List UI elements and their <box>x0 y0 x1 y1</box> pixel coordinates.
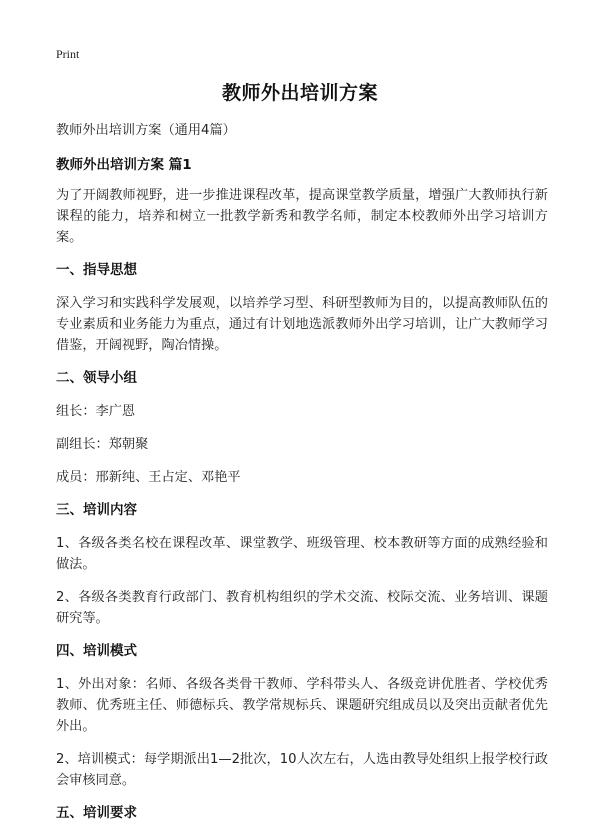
section-heading-requirements: 五、培训要求 <box>56 805 137 821</box>
print-link[interactable]: Print <box>56 47 80 61</box>
article-heading: 教师外出培训方案 篇1 <box>56 157 192 173</box>
members-line: 成员：邢新纯、王占定、邓艳平 <box>56 470 241 485</box>
page-title: 教师外出培训方案 <box>221 82 378 104</box>
section-heading-leadership: 二、领导小组 <box>56 370 137 386</box>
subtitle: 教师外出培训方案（通用4篇） <box>56 123 236 138</box>
deputy-line: 副组长：郑朝聚 <box>56 437 149 452</box>
document-body <box>56 120 548 828</box>
content-item-1: 1、各级各类名校在课程改革、课堂教学、班级管理、校本教研等方面的成熟经验和做法。 <box>56 536 548 572</box>
section-heading-guiding: 一、指导思想 <box>56 262 137 278</box>
leader-line: 组长：李广恩 <box>56 404 136 419</box>
content-item-2: 2、各级各类教育行政部门、教育机构组织的学术交流、校际交流、业务培训、课题研究等。 <box>56 590 548 626</box>
section-heading-mode: 四、培训模式 <box>56 643 137 659</box>
intro-paragraph: 为了开阔教师视野，进一步推进课程改革，提高课堂教学质量，增强广大教师执行新课程的能力，培养和树立一批教学新秀和教学名师，制定本校教师外出学习培训方案。 <box>56 188 548 245</box>
section-heading-content: 三、培训内容 <box>56 502 137 518</box>
guiding-paragraph: 深入学习和实践科学发展观，以培养学习型、科研型教师为目的，以提高教师队伍的专业素质和业务能力为重点，通过有计划地选派教师外出学习培训，让广大教师学习借鉴，开阔视野，陶冶情操。 <box>56 296 548 353</box>
mode-item-1: 1、外出对象：名师、各级各类骨干教师、学科带头人、各级竞讲优胜者、学校优秀教师、优秀班主任、师德标兵、教学常规标兵、课题研究组成员以及突出贡献者优先外出。 <box>56 677 548 734</box>
mode-item-2: 2、培训模式：每学期派出1—2批次，10人次左右，人选由教导处组织上报学校行政会审核同意。 <box>56 752 548 788</box>
